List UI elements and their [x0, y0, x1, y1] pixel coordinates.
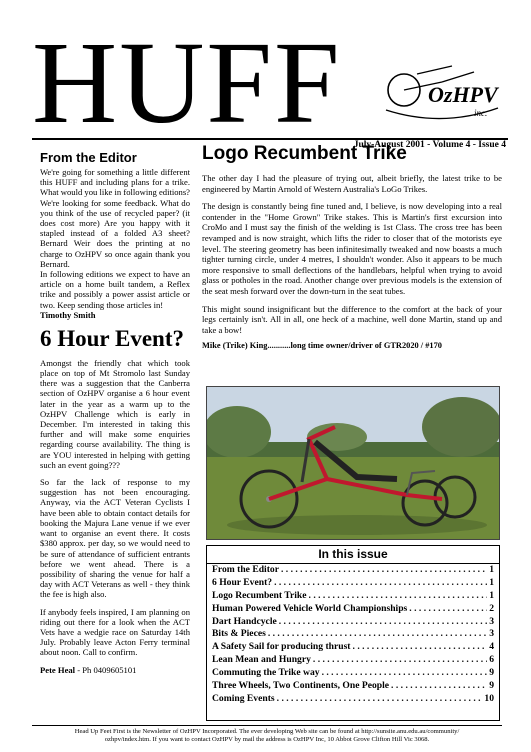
logo-trike-paragraph: This might sound insignificant but the difference to the comfort at the back of your legs certainly isn't. All in all, one heck of a machine, well done Martin, stand up and take a bow! [202, 303, 502, 335]
toc-item-title: Commuting the Trike way [212, 667, 320, 679]
toc-item-title: Coming Events [212, 692, 275, 704]
toc-item [207, 603, 499, 616]
toc-item-leader [274, 577, 487, 588]
signature-name: Pete Heal [40, 664, 76, 675]
toc-item-title: Human Powered Vehicle World Championships [212, 602, 408, 614]
masthead [32, 17, 508, 150]
right-column [202, 143, 502, 354]
editor-paragraph: We're going for something a little different this HUFF and including plans for a trike. What would you like in following editions? We're looking for some feedback. What do you think of the use of recycled paper? (it does cost more) Are you happy with it stapled instead of a folded A3 sheet? Bernard Weir does the printing at no charge to OzHPV so once again thank you Bernard. [40, 167, 190, 269]
editor-heading: From the Editor [40, 150, 137, 165]
footer-line: ozhpv/index.htm. If you want to contact OzHPV by mail the address is OzHPV Inc, 10 Abbot Grove Clifton Hill Vic 3068. [104, 736, 430, 743]
toc-item [207, 680, 499, 693]
logo-trike-paragraph: The design is constantly being fine tuned and, I believe, is now developing into a real contender in the "Home Grown" Trike stakes. This is Martin's first excursion into CroMo and I must say the finish of the welding is 1st Class. The cross tree has been revamped and is now straight, which lifts the rider to closer that of the motorists eye level. The steering geometry has been infinitesimally tweaked and now boasts a much tighter turning circle, under 4 metres, I shouldn't wonder. Also it appears to be much more responsive to small deflections of the handlebars, helpful when trying to avoid glass or potholes in the road. Another change over previous models is the extension of the seat mesh forward over the down-turn in the seat tubes. [202, 201, 502, 296]
toc-heading: In this issue [207, 546, 499, 564]
toc-item-title: Three Wheels, Two Continents, One People [212, 680, 390, 692]
toc-item-title: From the Editor [212, 564, 279, 575]
toc-item-leader [391, 680, 487, 691]
toc-item-leader [322, 667, 488, 678]
photo-caption: Mike (Trike) King...........long time owner/driver of GTR2020 / #170 [202, 341, 442, 351]
logo-trike-heading: Logo Recumbent Trike [202, 143, 407, 164]
toc-item-title: Logo Recumbent Trike [212, 589, 307, 601]
logo-subtext: inc. [474, 108, 488, 118]
issue-line: July-August 2001 - Volume 4 - Issue 4 [353, 140, 506, 150]
toc-item-leader [277, 693, 483, 704]
toc-item [207, 577, 499, 590]
toc-item-page: 4 [489, 641, 494, 653]
toc-item-leader [279, 616, 487, 627]
six-hour-paragraph: If anybody feels inspired, I am planning on riding out there for a look when the ACT Vets have a wedgie race on Saturday 14th July. Probably leave Acton Ferry terminal about noon. Call to confirm. [40, 606, 190, 658]
toc-item-leader [409, 603, 487, 614]
signature-phone: - Ph 0409605101 [75, 664, 137, 675]
left-column [40, 150, 190, 675]
newsletter-title: HUFF [32, 17, 342, 148]
toc-item-leader [353, 641, 488, 652]
ozhpv-logo [382, 52, 502, 132]
toc-item-leader [281, 564, 487, 575]
footer [32, 725, 502, 744]
six-hour-paragraph: So far the lack of response to my suggestion has not been encouraging. Anyway, via the ACT Veteran Cyclists I have been able to obtain contact details for booking the Majura Lane venue if we ever want to organise an event there. It costs $380 approx. per day, so we would need to be sure of attendance of sufficient entrants before we went ahead. There is a possibility of sharing the venue for half a day with ACT Veterans as well - they think the fee is high also. [40, 477, 190, 600]
toc-item-page: 3 [489, 615, 494, 627]
toc-item-page: 1 [489, 576, 494, 588]
toc-item-title: Bits & Pieces [212, 628, 266, 640]
toc-item-page: 1 [489, 564, 494, 575]
toc-item-leader [309, 590, 488, 601]
footer-line: Head Up Feet First is the Newsletter of OzHPV Incorporated. The ever developing Web site can be found at http://sunsite.anu.edu.au/community/ [74, 728, 460, 735]
trike-photo [206, 386, 500, 540]
toc-item [207, 641, 499, 654]
toc-item-page: 3 [489, 628, 494, 640]
six-hour-signature [40, 665, 190, 675]
toc-item [207, 654, 499, 667]
toc-item [207, 616, 499, 629]
toc-item [207, 590, 499, 603]
in-this-issue-box [206, 545, 500, 721]
toc-item-title: Lean Mean and Hungry [212, 654, 311, 666]
toc-item [207, 564, 499, 577]
toc-item-page: 9 [489, 680, 494, 692]
toc-item [207, 667, 499, 680]
toc-list [207, 564, 499, 706]
six-hour-paragraph: Amongst the friendly chat which took place on top of Mt Stromolo last Sunday there was a suggestion that the Canberra section of OzHPV organise a 6 hour event later in the year as a warm up to the OzHPV Challenge which is early in December. I'm interested in taking this further and will make some enquiries regarding course availability. The thing is are YOU interested in helping with getting such an event going??? [40, 357, 190, 470]
toc-item-leader [313, 654, 487, 665]
toc-item-page: 6 [489, 654, 494, 666]
toc-item-title: 6 Hour Event? [212, 576, 273, 588]
toc-item [207, 693, 499, 706]
toc-item-page: 1 [489, 589, 494, 601]
toc-item-title: A Safety Sail for producing thrust [212, 641, 351, 653]
toc-item-page: 2 [489, 602, 494, 614]
editor-paragraph: In following editions we expect to have an article on a home built tandem, a Reflex trike and possibly a power assist article or two. Keep sending those articles in! [40, 269, 190, 310]
toc-item-page: 10 [484, 692, 494, 704]
toc-item-page: 9 [489, 667, 494, 679]
six-hour-heading: 6 Hour Event? [40, 325, 184, 351]
toc-item-title: Dart Handcycle [212, 615, 277, 627]
toc-item-leader [268, 628, 487, 639]
logo-trike-paragraph: The other day I had the pleasure of trying out, albeit briefly, the latest trike to be engineered by Martin Arnold of Western Australia's LoGo Trikes. [202, 173, 502, 194]
logo-text: OzHPV [428, 82, 498, 107]
toc-item [207, 628, 499, 641]
editor-signature: Timothy Smith [40, 309, 96, 320]
